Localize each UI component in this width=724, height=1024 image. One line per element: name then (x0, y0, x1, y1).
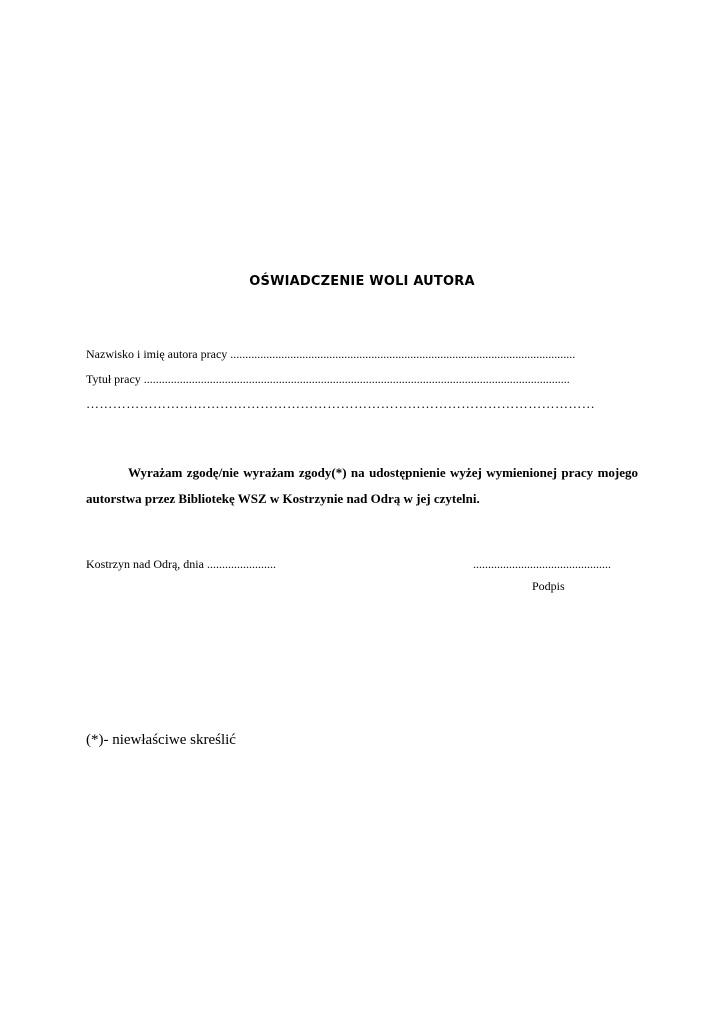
place-date-line: Kostrzyn nad Odrą, dnia ....................... (86, 557, 276, 571)
thesis-title-continuation-line: …………………………………………………………………………………………………… (86, 396, 596, 411)
signature-line: .............................................. (473, 557, 611, 571)
consent-statement: Wyrażam zgodę/nie wyrażam zgody(*) na udostępnienie wyżej wymienionej pracy mojego autorstwa przez Bibliotekę WSZ w Kostrzynie nad Odrą w jej czytelni. (86, 465, 638, 506)
footnote: (*)- niewłaściwe skreślić (86, 732, 236, 748)
document-title: OŚWIADCZENIE WOLI AUTORA (249, 274, 475, 289)
author-name-field: Nazwisko i imię autora pracy ................................................................................................................... (86, 347, 576, 361)
signature-label: Podpis (532, 579, 565, 593)
thesis-title-field: Tytuł pracy .............................................................................................................................................. (86, 372, 570, 386)
